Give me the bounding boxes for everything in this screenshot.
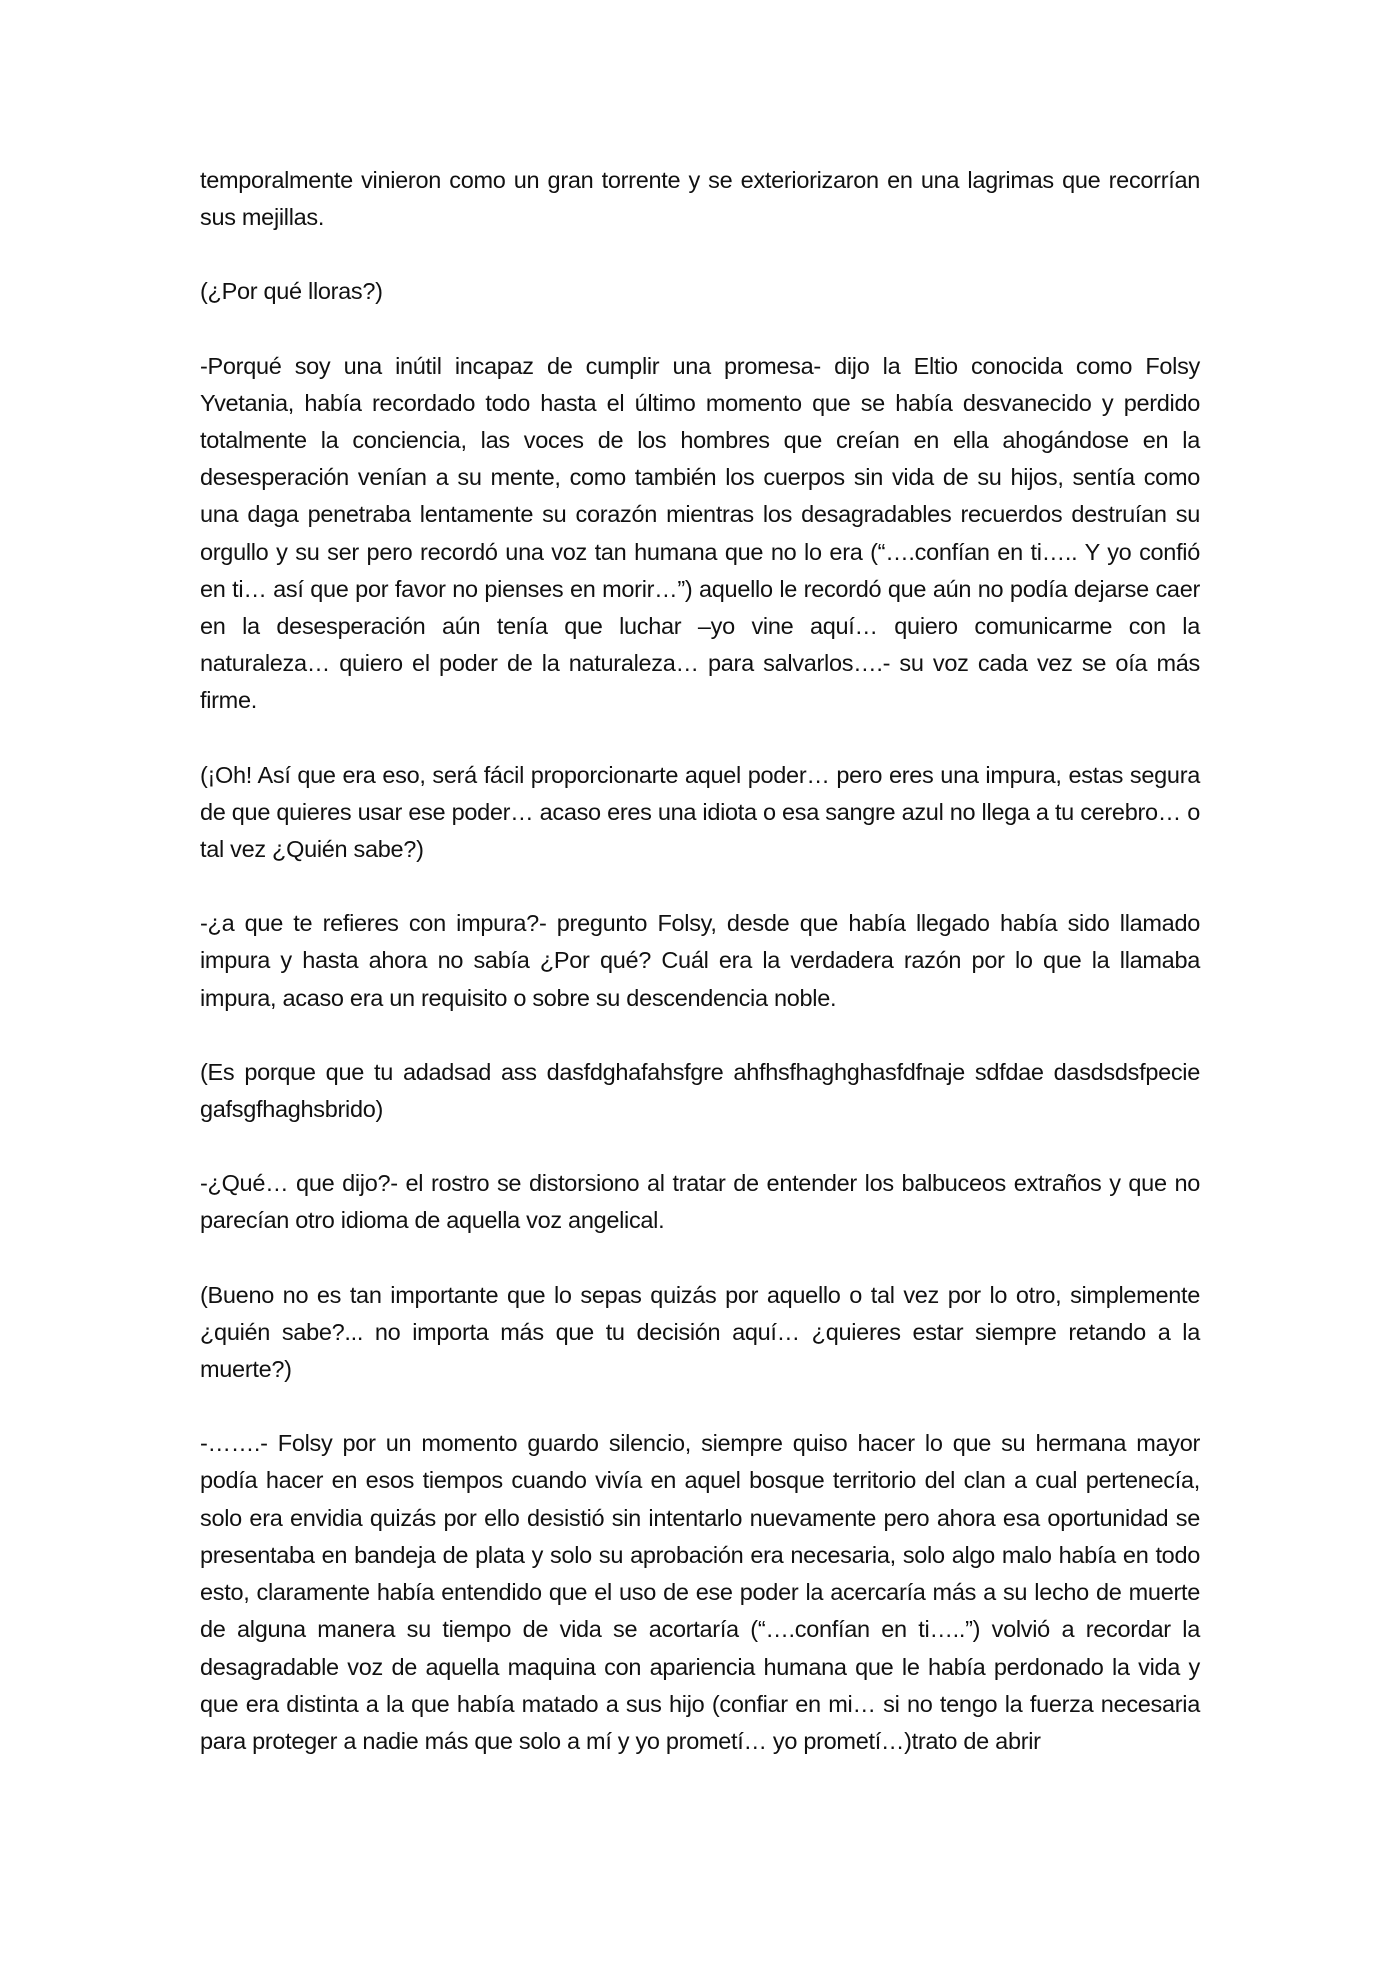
paragraph-8: (Bueno no es tan importante que lo sepas quizás por aquello o tal vez por lo otro, simplemente ¿quién sabe?... no importa más que tu decisión aquí… ¿quieres estar siempre retando a la muerte?) [200,1281,1200,1383]
paragraph-1: temporalmente vinieron como un gran torrente y se exteriorizaron en una lagrimas que recorrían sus mejillas. [200,167,1200,231]
paragraph-2: (¿Por qué lloras?) [200,278,383,305]
paragraph-3: -Porqué soy una inútil incapaz de cumplir una promesa- dijo la Eltio conocida como Folsy Yvetania, había recordado todo hasta el último momento que se había desvanecido y perdido totalmente la conciencia, las voces de los hombres que creían en ella ahogándose en la desesperación venían a su mente, como también los cuerpos sin vida de su hijos, sentía como una daga penetraba lentamente su corazón mientras los desagradables recuerdos destruían su orgullo y su ser pero recordó una voz tan humana que no lo era (“….confían en ti….. Y yo confió en ti… así que por favor no pienses en morir…”) aquello le recordó que aún no podía dejarse caer en la desesperación aún tenía que luchar –yo vine aquí… quiero comunicarme con la naturaleza… quiero el poder de la naturaleza… para salvarlos….- su voz cada vez se oía más firme. [200,352,1200,714]
body-text [200,162,1200,1760]
paragraph-5: -¿a que te refieres con impura?- pregunto Folsy, desde que había llegado había sido llamado impura y hasta ahora no sabía ¿Por qué? Cuál era la verdadera razón por lo que la llamaba impura, acaso era un requisito o sobre su descendencia noble. [200,910,1200,1011]
paragraph-4: (¡Oh! Así que era eso, será fácil proporcionarte aquel poder… pero eres una impura, estas segura de que quieres usar ese poder… acaso eres una idiota o esa sangre azul no llega a tu cerebro… o tal vez ¿Quién sabe?) [200,761,1200,863]
paragraph-9: -…….- Folsy por un momento guardo silencio, siempre quiso hacer lo que su hermana mayor podía hacer en esos tiempos cuando vivía en aquel bosque territorio del clan a cual pertenecía, solo era envidia quizás por ello desistió sin intentarlo nuevamente pero ahora esa oportunidad se presentaba en bandeja de plata y solo su aprobación era necesaria, solo algo malo había en todo esto, claramente había entendido que el uso de ese poder la acercaría más a su lecho de muerte de alguna manera su tiempo de vida se acortaría (“….confían en ti…..”) volvió a recordar la desagradable voz de aquella maquina con apariencia humana que le había perdonado la vida y que era distinta a la que había matado a sus hijo (confiar en mi… si no tengo la fuerza necesaria para proteger a nadie más que solo a mí y yo prometí… yo prometí…)trato de abrir [200,1430,1200,1754]
paragraph-6: (Es porque que tu adadsad ass dasfdghafahsfgre ahfhsfhaghghasfdfnaje sdfdae dasdsdsfpecie gafsgfhaghsbrido) [200,1058,1200,1123]
paragraph-7: -¿Qué… que dijo?- el rostro se distorsiono al tratar de entender los balbuceos extraños y que no parecían otro idioma de aquella voz angelical. [200,1170,1200,1234]
